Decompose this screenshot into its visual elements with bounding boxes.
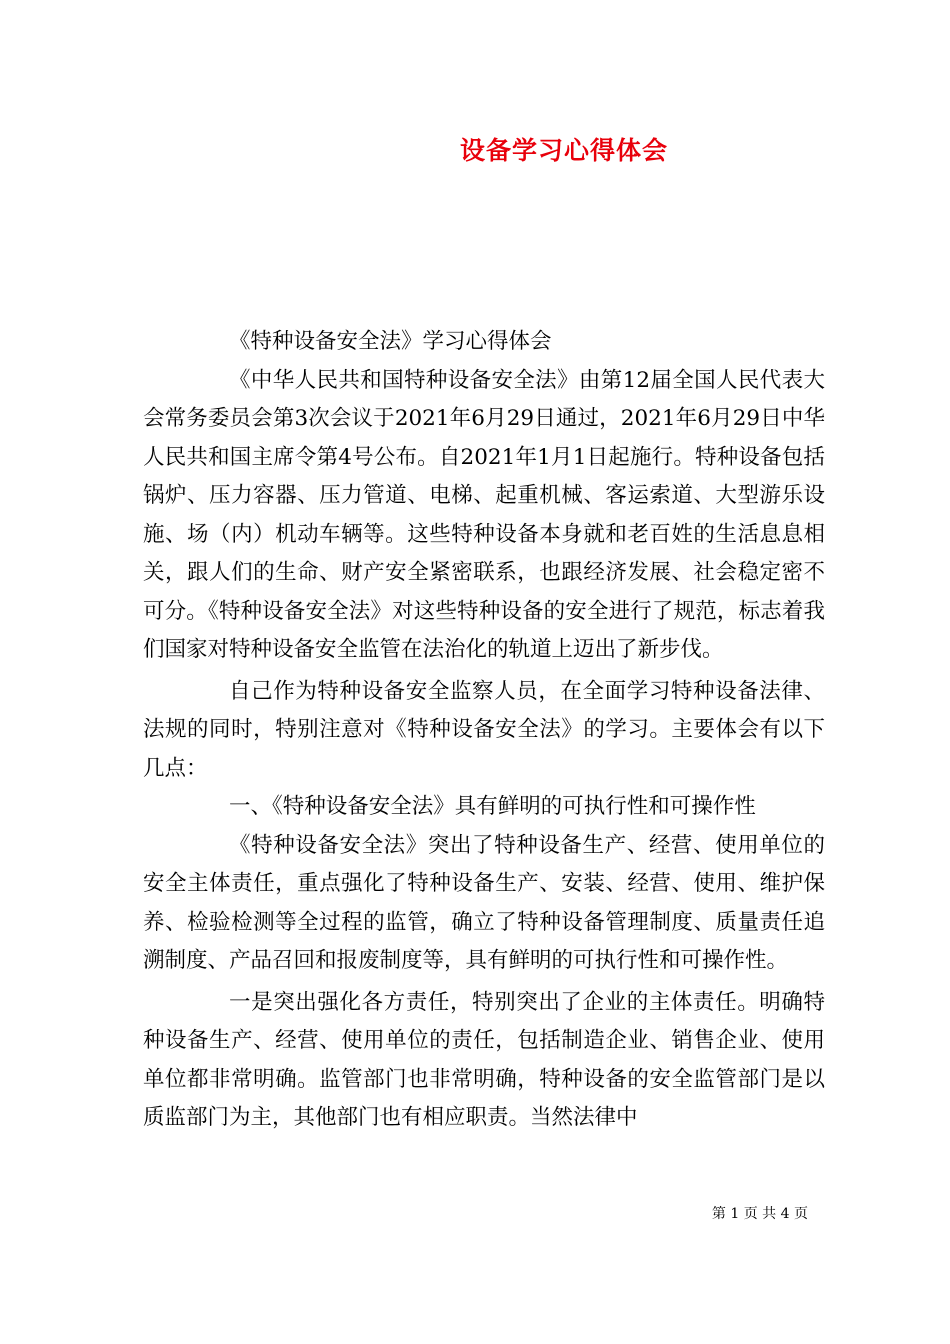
paragraph-self-role: 自己作为特种设备安全监察人员，在全面学习特种设备法律、法规的同时，特别注意对《特种设备安全法》的学习。主要体会有以下几点： (143, 678, 825, 781)
section-heading-1: 一、《特种设备安全法》具有鲜明的可执行性和可操作性 (229, 794, 756, 819)
document-title: 设备学习心得体会 (459, 136, 668, 165)
paragraph-point-1: 一是突出强化各方责任，特别突出了企业的主体责任。明确特种设备生产、经营、使用单位的责任，包括制造企业、销售企业、使用单位都非常明确。监管部门也非常明确，特种设备的安全监管部门是以质监部门为主，其他部门也有相应职责。当然法律中 (143, 989, 825, 1130)
document-body (143, 323, 825, 1138)
paragraph-intro: 《中华人民共和国特种设备安全法》由第12届全国人民代表大会常务委员会第3次会议于2021年6月29日通过，2021年6月29日中华人民共和国主席令第4号公布。自2021年1月1日起施行。特种设备包括锅炉、压力容器、压力管道、电梯、起重机械、客运索道、大型游乐设施、场（内）机动车辆等。这些特种设备本身就和老百姓的生活息息相关，跟人们的生命、财产安全紧密联系，也跟经济发展、社会稳定密不可分。《特种设备安全法》对这些特种设备的安全进行了规范，标志着我们国家对特种设备安全监管在法治化的轨道上迈出了新步伐。 (143, 367, 825, 662)
page-number-footer: 第 1 页 共 4 页 (711, 1206, 808, 1222)
document-subtitle: 《特种设备安全法》学习心得体会 (229, 329, 552, 354)
paragraph-section-1: 《特种设备安全法》突出了特种设备生产、经营、使用单位的安全主体责任，重点强化了特种设备生产、安装、经营、使用、维护保养、检验检测等全过程的监管，确立了特种设备管理制度、质量责任追溯制度、产品召回和报废制度等，具有鲜明的可执行性和可操作性。 (143, 832, 825, 973)
